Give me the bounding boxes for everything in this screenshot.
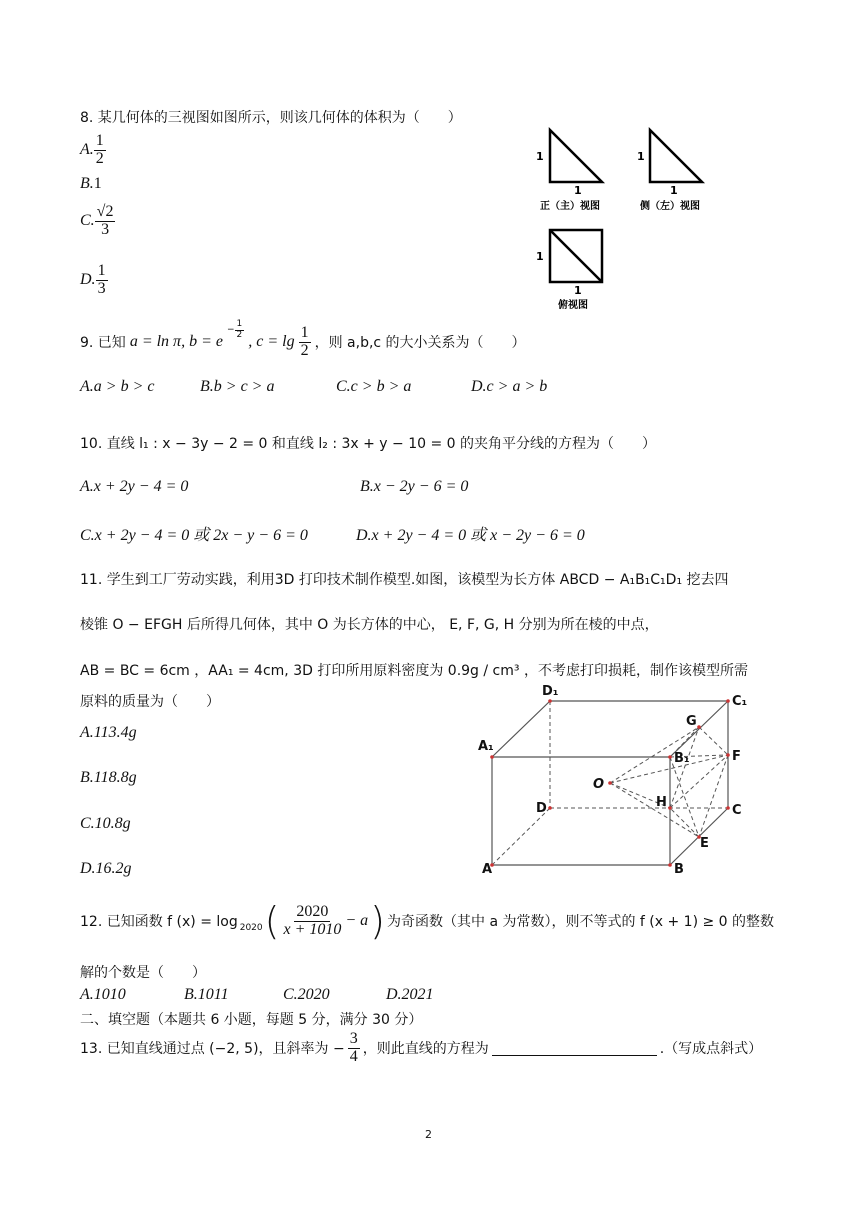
q12-suffix: 为奇函数（其中 a 为常数），则不等式的 f (x + 1) ≥ 0 的整数: [387, 914, 775, 930]
q12-frac-num: 2020: [296, 902, 329, 920]
three-views-figure: [530, 120, 730, 315]
cuboid-figure: [470, 680, 760, 880]
section-two-header: 二、填空题（本题共 6 小题，每题 5 分，满分 30 分）: [80, 1012, 423, 1028]
q13-mid: ，则此直线的方程为: [362, 1041, 489, 1058]
side-view: [637, 130, 702, 212]
side-view-width: 1: [670, 184, 678, 197]
q11-option-b[interactable]: B.118.8g: [80, 769, 137, 786]
q9-prefix: 9. 已知: [80, 335, 126, 352]
label-e: E: [700, 836, 709, 851]
q11-line4: 原料的质量为（ ）: [80, 694, 220, 710]
q8-option-c-letter: C.: [80, 211, 95, 229]
page-number: 2: [425, 1128, 432, 1141]
label-g: G: [686, 714, 697, 729]
q11-line3: AB = BC = 6cm ，AA₁ = 4cm, 3D 打印所用原料密度为 0.9g / cm³ ，不考虑打印损耗，制作该模型所需: [80, 663, 748, 679]
q8-option-b-text: 1: [93, 175, 102, 192]
label-c1: C₁: [732, 694, 748, 709]
q13-slope-num: 3: [349, 1030, 358, 1047]
q8-option-c-num: √2: [96, 203, 114, 220]
q9-expr2: , c = lg: [248, 333, 295, 351]
top-view-label: 俯视图: [558, 300, 588, 311]
q13-stem: [80, 1031, 762, 1066]
q9-suffix: ，则 a,b,c 的大小关系为（ ）: [314, 335, 526, 352]
front-view-label: 正（主）视图: [540, 201, 600, 212]
q11-option-c[interactable]: C.10.8g: [80, 815, 131, 832]
q8-option-a-den: 2: [95, 149, 104, 167]
q9-option-b[interactable]: B.b > c > a: [200, 378, 275, 395]
front-view: [536, 130, 602, 212]
q12-option-c[interactable]: C.2020: [283, 986, 330, 1003]
q8-option-d-num: 1: [97, 262, 106, 279]
q10-option-a[interactable]: A.x + 2y − 4 = 0: [80, 478, 189, 495]
q10-option-b[interactable]: B.x − 2y − 6 = 0: [360, 478, 469, 495]
q12-log-base: 2020: [239, 923, 263, 933]
q12-option-d[interactable]: D.2021: [386, 986, 434, 1003]
q13-prefix: 13. 已知直线通过点 (−2, 5)，且斜率为 −: [80, 1041, 345, 1058]
q8-option-d[interactable]: [80, 263, 108, 298]
q9-expr: a = ln π, b = e: [129, 333, 223, 351]
label-a1: A₁: [478, 739, 494, 754]
side-view-label: 侧（左）视图: [640, 201, 700, 212]
q9-exp-num: 1: [236, 319, 243, 330]
q12-line2: 解的个数是（ ）: [80, 965, 206, 981]
q10-option-c[interactable]: C.x + 2y − 4 = 0 或 2x − y − 6 = 0: [80, 527, 308, 544]
q12-option-b[interactable]: B.1011: [184, 986, 229, 1003]
q8-stem: 8. 某几何体的三视图如图所示，则该几何体的体积为（ ）: [80, 110, 462, 126]
q10-option-d[interactable]: D.x + 2y − 4 = 0 或 x − 2y − 6 = 0: [356, 527, 585, 544]
q8-option-c-den: 3: [101, 220, 110, 238]
q12-prefix: 12. 已知函数 f (x) = log: [80, 914, 238, 930]
label-f: F: [732, 749, 741, 764]
q12-option-a[interactable]: A.1010: [80, 986, 126, 1003]
q13-suffix: .（写成点斜式）: [659, 1041, 763, 1058]
q9-exp-den: 2: [236, 329, 243, 340]
q12-stem: 12. 已知函数 f (x) = log 2020 ( $\frac{2020}{x + 1010}$ − a ) 为奇函数（其中 a 为常数），则不等式的 f (x + 1) ≥ 0 的整数: [80, 899, 775, 943]
side-view-height: 1: [637, 150, 645, 163]
label-c: C: [732, 803, 742, 818]
q11-line1: 11. 学生到工厂劳动实践，利用3D 打印技术制作模型.如图，该模型为长方体 ABCD − A₁B₁C₁D₁ 挖去四: [80, 572, 729, 588]
q13-answer-blank[interactable]: [492, 1041, 657, 1056]
q8-option-a-num: 1: [95, 132, 104, 149]
label-b: B: [674, 862, 684, 877]
q9-option-d[interactable]: D.c > a > b: [471, 378, 548, 395]
label-d1: D₁: [542, 684, 559, 699]
label-h: H: [656, 795, 667, 810]
q8-option-a-letter: A.: [80, 140, 94, 158]
q8-option-d-den: 3: [97, 279, 106, 297]
q9-option-c[interactable]: C.c > b > a: [336, 378, 412, 395]
q8-option-a[interactable]: [80, 133, 106, 168]
q8-option-b-letter: B.: [80, 175, 94, 192]
top-view: [536, 230, 602, 311]
top-view-width: 1: [574, 284, 582, 297]
q8-option-c[interactable]: [80, 204, 115, 239]
q10-stem: 10. 直线 l₁ : x − 3y − 2 = 0 和直线 l₂ : 3x + y − 10 = 0 的夹角平分线的方程为（ ）: [80, 436, 657, 452]
q13-slope-den: 4: [349, 1047, 358, 1065]
label-b1: B₁: [674, 751, 690, 766]
q12-minus-a: − a: [345, 912, 369, 929]
q11-option-a[interactable]: A.113.4g: [80, 724, 137, 741]
q9-option-a[interactable]: A.a > b > c: [80, 378, 155, 395]
front-view-width: 1: [574, 184, 582, 197]
label-d: D: [536, 801, 547, 816]
front-view-height: 1: [536, 150, 544, 163]
label-o: O: [593, 777, 605, 792]
q8-option-b[interactable]: [80, 175, 102, 193]
q11-option-d[interactable]: D.16.2g: [80, 860, 132, 877]
q12-frac-den: x + 1010: [283, 920, 342, 938]
q8-option-d-letter: D.: [80, 270, 96, 288]
q9-exponent: − $\frac{1}{2}$: [226, 319, 243, 340]
label-a: A: [482, 862, 493, 877]
top-view-height: 1: [536, 250, 544, 263]
q9-stem: 9. 已知 a = ln π, b = e − $\frac{1}{2}$ , c = lg $\frac{1}{2}$ ，则 a,b,c 的大小关系为（ ）: [80, 319, 526, 359]
q11-line2: 棱锥 O − EFGH 后所得几何体，其中 O 为长方体的中心， E, F, G, H 分别为所在棱的中点，: [80, 617, 659, 633]
